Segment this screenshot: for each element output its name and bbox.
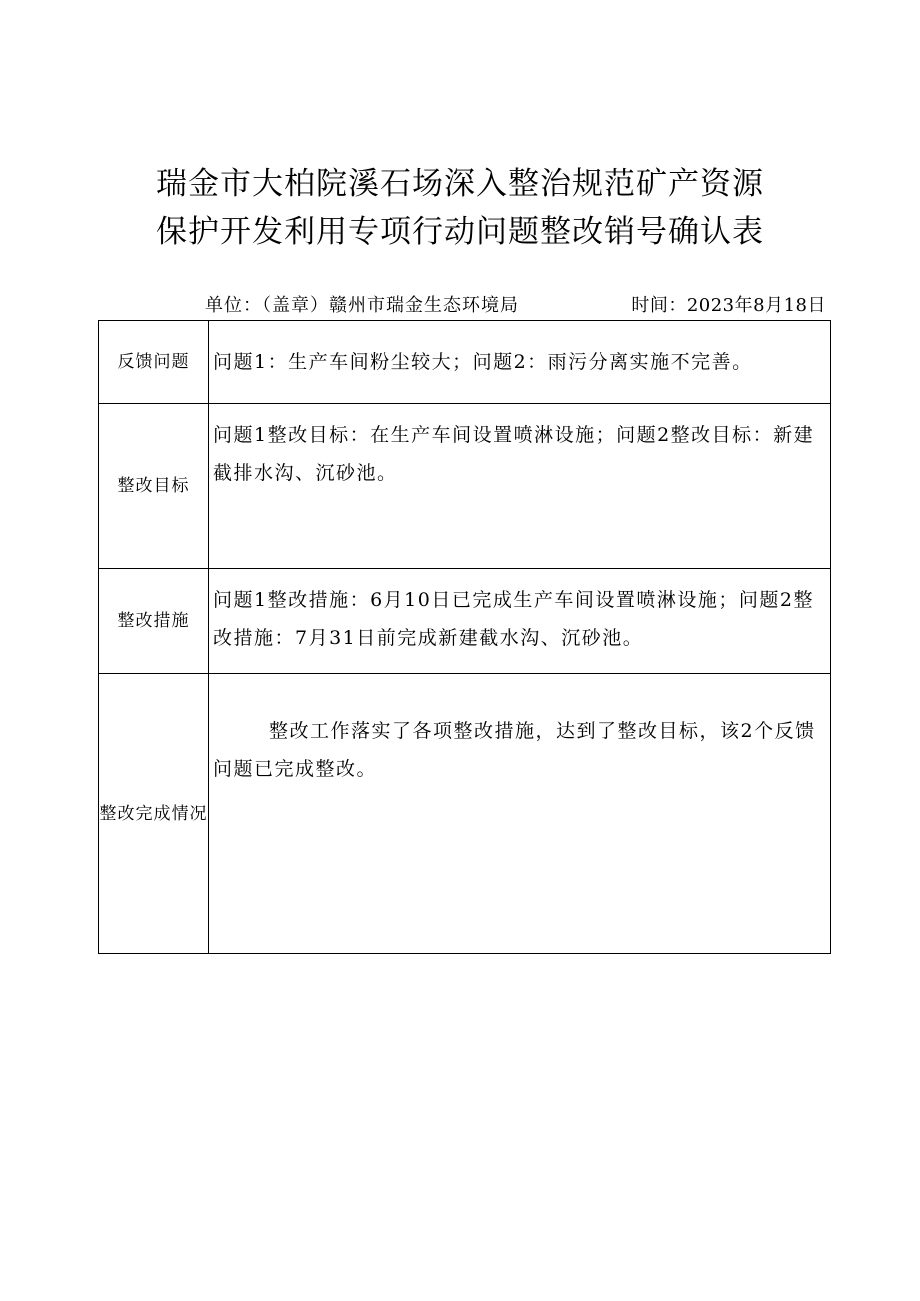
row-content-measures: 问题1整改措施：6月10日已完成生产车间设置喷淋设施；问题2整改措施：7月31日前完成新建截水沟、沉砂池。 [209,569,831,674]
row-label-completion: 整改完成情况 [99,674,209,954]
row-content-completion-cell [209,674,831,954]
table-row [99,569,831,674]
title-line-2: 保护开发利用专项行动问题整改销号确认表 [156,214,764,250]
document-meta [0,293,920,319]
row-label-target: 整改目标 [99,404,209,569]
table-row [99,321,831,404]
row-content-feedback: 问题1：生产车间粉尘较大；问题2：雨污分离实施不完善。 [209,321,831,404]
table-row [99,404,831,569]
row-content-completion: 整改工作落实了各项整改措施，达到了整改目标，该2个反馈问题已完成整改。 [213,720,816,780]
table-row [99,674,831,954]
confirmation-table [98,320,831,954]
document-title [0,160,920,256]
row-content-target: 问题1整改目标：在生产车间设置喷淋设施；问题2整改目标：新建截排水沟、沉砂池。 [209,404,831,569]
title-line-1: 瑞金市大柏院溪石场深入整治规范矿产资源 [156,166,764,202]
row-label-measures: 整改措施 [99,569,209,674]
unit-label: 单位：（盖章）赣州市瑞金生态环境局 [205,295,519,316]
date-label: 时间：2023年8月18日 [631,295,826,316]
row-label-feedback: 反馈问题 [99,321,209,404]
